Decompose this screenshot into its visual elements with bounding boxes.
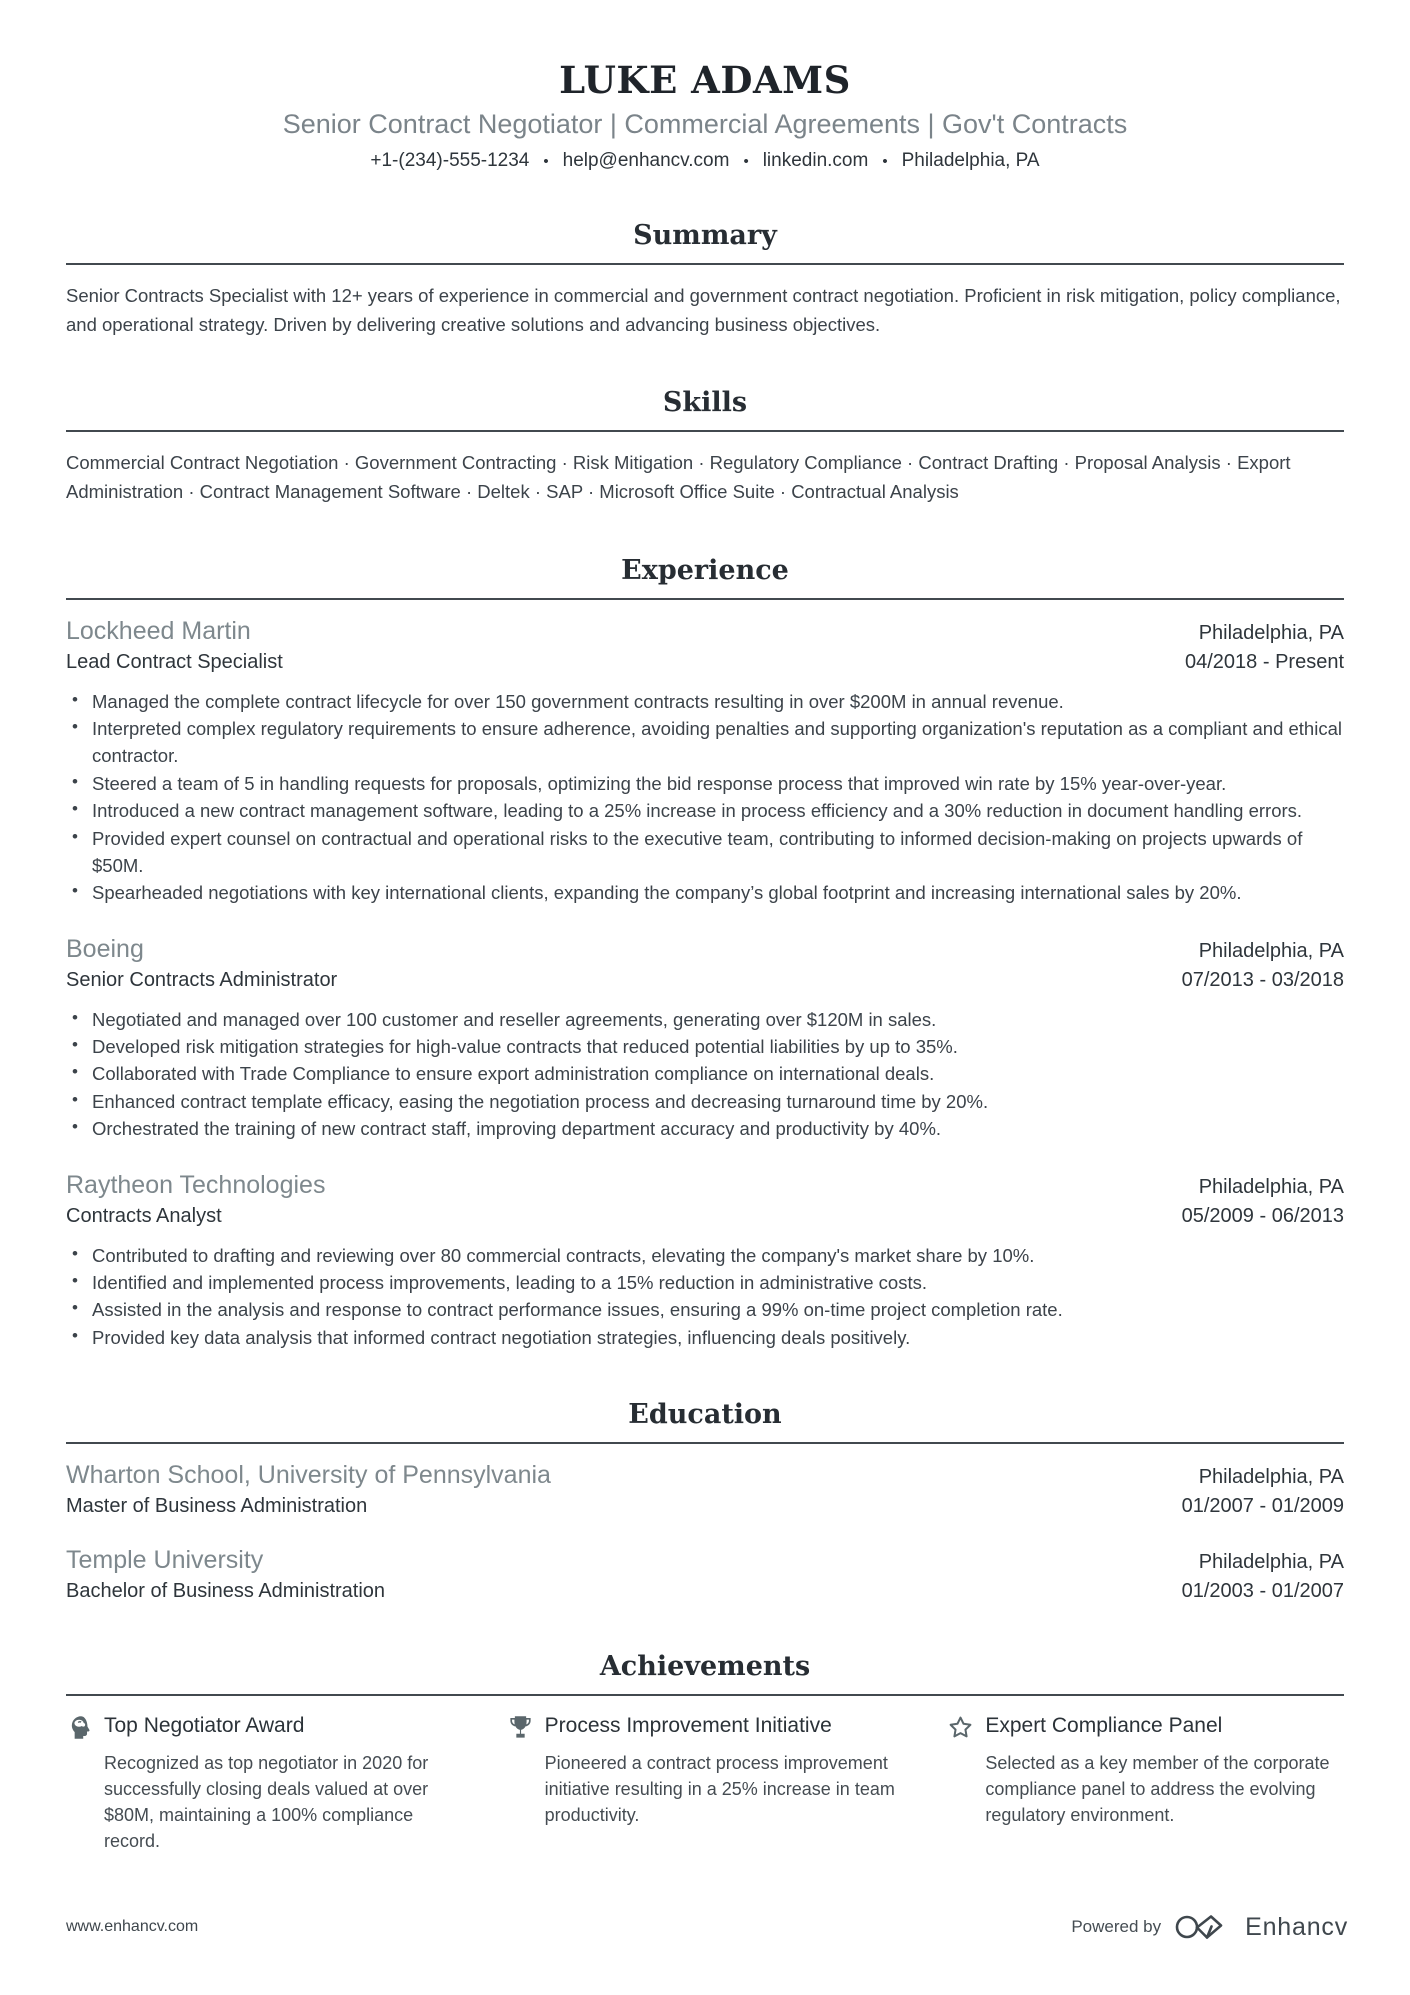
- job-title: Senior Contracts Administrator: [66, 968, 338, 991]
- education-heading: Education: [628, 1399, 782, 1431]
- bullet-item: • Spearheaded negotiations with key international clients, expanding the company’s global footprint and increasing international sales by 20%.: [66, 879, 1344, 906]
- skills-list: Commercial Contract Negotiation · Government Contracting · Risk Mitigation · Regulatory Compliance · Contract Drafting · Proposal Analysis · Export Administration · Contract Management Software · Deltek · SAP · Microsoft Office Suite · Contractual Analysis: [66, 452, 1291, 503]
- achievement-item: [66, 1713, 463, 1854]
- section-divider: [66, 263, 1344, 265]
- section-education: [66, 1399, 1344, 1603]
- contact-location: • Philadelphia, PA: [868, 150, 1039, 172]
- skills-heading: Skills: [662, 387, 748, 419]
- section-divider: [66, 1442, 1344, 1444]
- job-dates: 07/2013 - 03/2018: [1181, 968, 1344, 991]
- bullet-item: • Provided key data analysis that informed contract negotiation strategies, influencing deals positively.: [66, 1324, 1344, 1351]
- contact-phone: +1-(234)-555-1234: [370, 150, 530, 171]
- experience-heading: Experience: [621, 554, 789, 586]
- bullet-item: • Steered a team of 5 in handling requests for proposals, optimizing the bid response process that improved win rate by 15% year-over-year.: [66, 770, 1344, 797]
- job-title: Lead Contract Specialist: [66, 650, 283, 673]
- experience-entry: [66, 1171, 1344, 1352]
- section-summary: [66, 220, 1344, 339]
- summary-text: Senior Contracts Specialist with 12+ years of experience in commercial and government contract negotiation. Proficient in risk mitigation, policy compliance, and operational strategy. Driven by delivering creative solutions and advancing business objectives.: [66, 285, 1341, 335]
- website-link[interactable]: www.enhancv.com: [66, 1918, 199, 1935]
- job-bullets: [66, 1242, 1344, 1352]
- mind-idea-icon: [66, 1714, 93, 1741]
- achievement-title: Expert Compliance Panel: [985, 1714, 1223, 1738]
- star-icon: [947, 1714, 974, 1741]
- achievement-header: [947, 1713, 1344, 1741]
- page-footer: [66, 1911, 1348, 1943]
- job-bullets: [66, 1006, 1344, 1143]
- powered-by-label: Powered by: [1071, 1917, 1162, 1936]
- candidate-headline: Senior Contract Negotiator | Commercial Agreements | Gov't Contracts: [282, 109, 1128, 139]
- achievement-header: [66, 1713, 463, 1741]
- achievement-text: Selected as a key member of the corporate compliance panel to address the evolving regulatory environment.: [985, 1753, 1330, 1826]
- job-dates: 05/2009 - 06/2013: [1181, 1204, 1344, 1227]
- bullet-item: • Developed risk mitigation strategies for high-value contracts that reduced potential liabilities by up to 35%.: [66, 1033, 1344, 1060]
- achievement-title: Top Negotiator Award: [104, 1714, 305, 1738]
- achievement-text: Pioneered a contract process improvement initiative resulting in a 25% increase in team productivity.: [544, 1753, 895, 1826]
- school-name: Temple University: [66, 1546, 264, 1575]
- job-location: Philadelphia, PA: [1198, 621, 1344, 644]
- bullet-item: • Managed the complete contract lifecycle for over 150 government contracts resulting in over $200M in annual revenue.: [66, 688, 1344, 715]
- section-skills: [66, 387, 1344, 506]
- entry-role-row: [66, 651, 1344, 674]
- entry-header-row: [66, 1171, 1344, 1200]
- job-location: Philadelphia, PA: [1198, 1175, 1344, 1198]
- entry-header-row: [66, 617, 1344, 646]
- bullet-item: • Contributed to drafting and reviewing over 80 commercial contracts, elevating the company's market share by 10%.: [66, 1242, 1344, 1269]
- entry-role-row: [66, 969, 1344, 992]
- degree-dates: 01/2003 - 01/2007: [1181, 1580, 1344, 1603]
- job-bullets: [66, 688, 1344, 907]
- enhancv-logo-icon: [1174, 1911, 1232, 1943]
- bullet-item: • Enhanced contract template efficacy, easing the negotiation process and decreasing turnaround time by 20%.: [66, 1088, 1344, 1115]
- entry-header-row: [66, 935, 1344, 964]
- summary-heading: Summary: [633, 220, 777, 251]
- job-location: Philadelphia, PA: [1198, 939, 1344, 962]
- section-experience: [66, 555, 1344, 1351]
- achievement-item: [507, 1713, 904, 1854]
- resume-header: [66, 58, 1344, 172]
- achievement-title: Process Improvement Initiative: [544, 1714, 832, 1738]
- degree-dates: 01/2007 - 01/2009: [1181, 1495, 1344, 1518]
- contact-email[interactable]: • help@enhancv.com: [529, 150, 729, 172]
- company-name: Boeing: [66, 934, 144, 963]
- bullet-item: • Negotiated and managed over 100 customer and reseller agreements, generating over $120M in sales.: [66, 1006, 1344, 1033]
- company-name: Lockheed Martin: [66, 616, 251, 645]
- education-entry: [66, 1546, 1344, 1603]
- candidate-name: LUKE ADAMS: [559, 58, 851, 102]
- company-name: Raytheon Technologies: [66, 1170, 326, 1199]
- powered-by-block[interactable]: [1071, 1911, 1348, 1943]
- brand-name: Enhancv: [1245, 1912, 1348, 1941]
- bullet-item: • Collaborated with Trade Compliance to ensure export administration compliance on international deals.: [66, 1060, 1344, 1087]
- bullet-item: • Provided expert counsel on contractual and operational risks to the executive team, contributing to informed decision-making on projects upwards of $50M.: [66, 825, 1344, 880]
- bullet-item: • Orchestrated the training of new contract staff, improving department accuracy and productivity by 40%.: [66, 1115, 1344, 1142]
- contact-row: [66, 150, 1344, 172]
- achievements-heading: Achievements: [599, 1651, 811, 1683]
- bullet-item: • Assisted in the analysis and response to contract performance issues, ensuring a 99% on-time project completion rate.: [66, 1296, 1344, 1323]
- entry-role-row: [66, 1205, 1344, 1228]
- bullet-item: • Introduced a new contract management software, leading to a 25% increase in process efficiency and a 30% reduction in document handling errors.: [66, 797, 1344, 824]
- achievement-text: Recognized as top negotiator in 2020 for successfully closing deals valued at over $80M, maintaining a 100% compliance record.: [104, 1753, 429, 1852]
- job-title: Contracts Analyst: [66, 1204, 222, 1227]
- section-achievements: [66, 1651, 1344, 1854]
- bullet-item: • Interpreted complex regulatory requirements to ensure adherence, avoiding penalties and supporting organization's reputation as a compliant and ethical contractor.: [66, 715, 1344, 770]
- achievement-item: [947, 1713, 1344, 1854]
- experience-entry: [66, 617, 1344, 907]
- job-dates: 04/2018 - Present: [1185, 650, 1344, 673]
- entry-role-row: [66, 1495, 1344, 1518]
- bullet-item: • Identified and implemented process improvements, leading to a 15% reduction in administrative costs.: [66, 1269, 1344, 1296]
- contact-linkedin[interactable]: • linkedin.com: [729, 150, 868, 172]
- entry-header-row: [66, 1546, 1344, 1575]
- achievement-header: [507, 1713, 904, 1741]
- school-name: Wharton School, University of Pennsylvania: [66, 1461, 551, 1490]
- degree-name: Master of Business Administration: [66, 1495, 368, 1518]
- entry-header-row: [66, 1461, 1344, 1490]
- school-location: Philadelphia, PA: [1198, 1466, 1344, 1489]
- entry-role-row: [66, 1580, 1344, 1603]
- school-location: Philadelphia, PA: [1198, 1551, 1344, 1574]
- section-divider: [66, 430, 1344, 432]
- education-entry: [66, 1461, 1344, 1518]
- experience-entry: [66, 935, 1344, 1143]
- trophy-icon: [507, 1714, 534, 1741]
- section-divider: [66, 1694, 1344, 1696]
- achievements-grid: [66, 1713, 1344, 1854]
- degree-name: Bachelor of Business Administration: [66, 1580, 386, 1603]
- section-divider: [66, 598, 1344, 600]
